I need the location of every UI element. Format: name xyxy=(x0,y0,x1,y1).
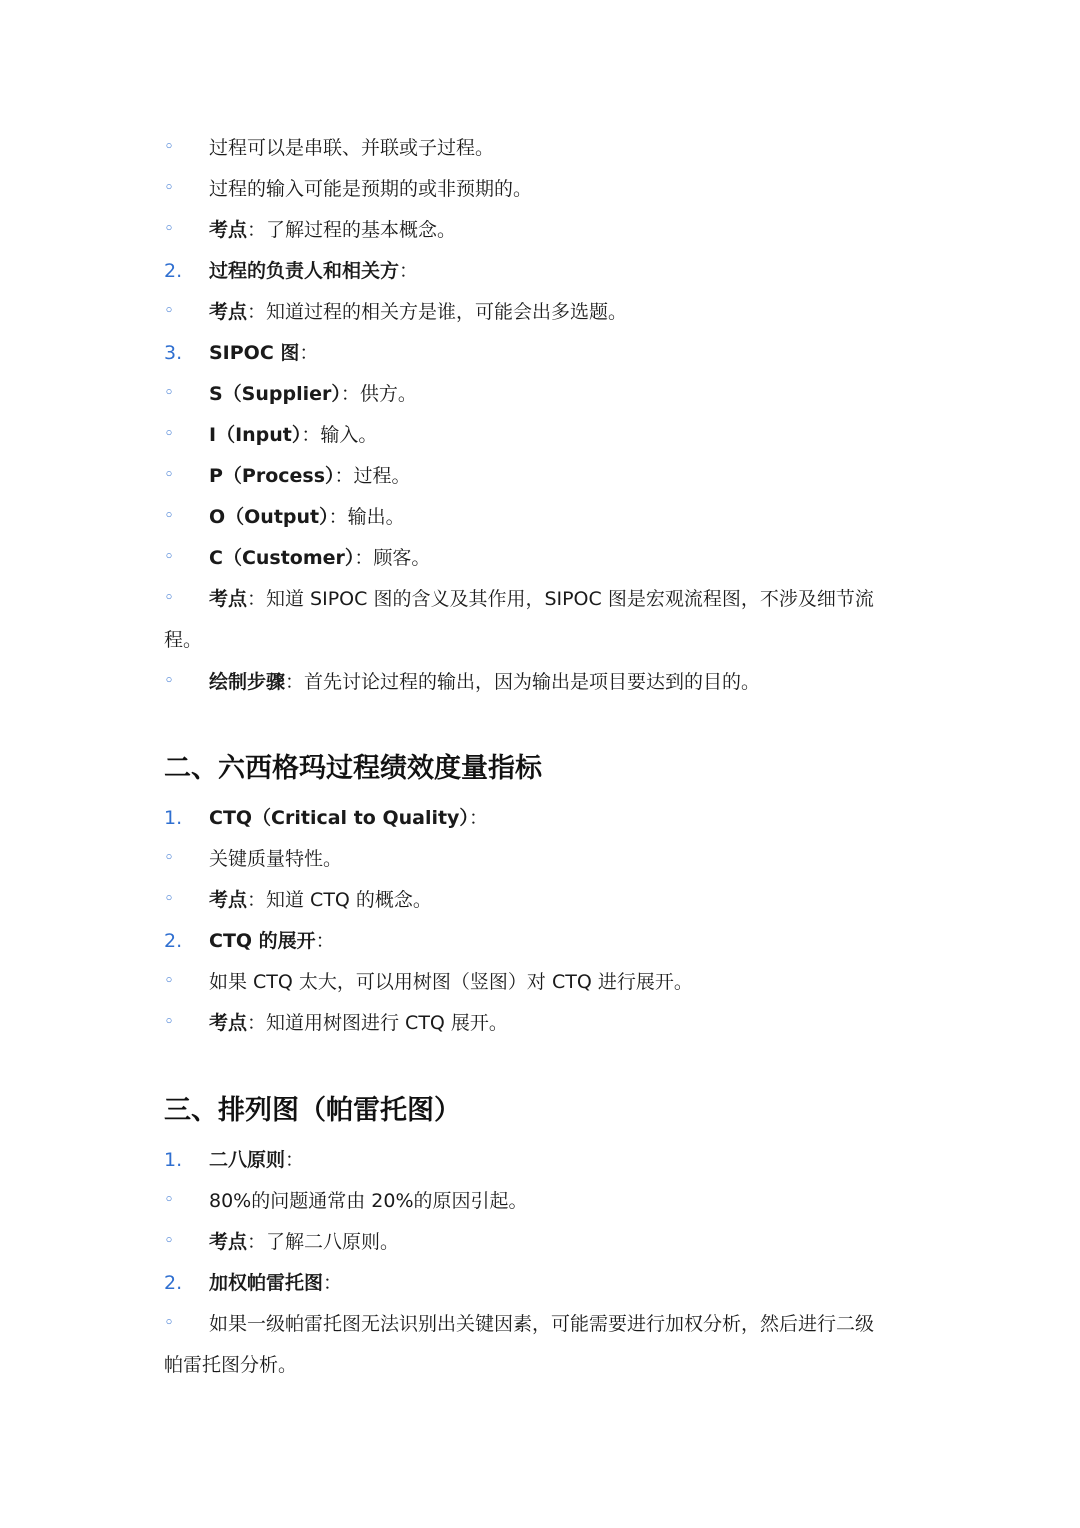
bullet-marker: ◦ xyxy=(164,547,175,567)
list-item-text xyxy=(209,1222,399,1263)
list-item-text xyxy=(209,210,456,251)
list-item-text xyxy=(209,292,627,333)
section-heading: 二、六西格玛过程绩效度量指标 xyxy=(164,753,542,784)
list-item-text xyxy=(209,1003,508,1044)
bullet-marker: ◦ xyxy=(164,1190,175,1210)
step-text: ：首先讨论过程的输出，因为输出是项目要达到的目的。 xyxy=(285,671,761,693)
keypoint-text: ：知道 CTQ 的概念。 xyxy=(247,889,432,911)
list-item-text xyxy=(209,415,377,456)
keypoint-label: 考点 xyxy=(209,889,248,911)
number-marker: 3. xyxy=(164,342,183,364)
bullet-marker: ◦ xyxy=(164,424,175,444)
number-marker: 2. xyxy=(164,260,183,282)
bullet-marker: ◦ xyxy=(164,137,175,157)
sipoc-definition: ：顾客。 xyxy=(354,547,431,569)
section-heading: 三、排列图（帕雷托图） xyxy=(164,1095,461,1126)
sipoc-definition: ：供方。 xyxy=(340,383,417,405)
keypoint-label: 考点 xyxy=(209,1231,248,1253)
bullet-marker: ◦ xyxy=(164,465,175,485)
sipoc-definition: ：输出。 xyxy=(328,506,405,528)
list-item-text xyxy=(209,456,411,497)
item-title: 加权帕雷托图 xyxy=(209,1272,324,1294)
list-item-text xyxy=(209,538,430,579)
numbered-item-text xyxy=(209,921,335,962)
sipoc-term: C（Customer） xyxy=(209,547,355,569)
list-item-text: 如果一级帕雷托图无法识别出关键因素，可能需要进行加权分析，然后进行二级 xyxy=(209,1313,875,1335)
keypoint-label: 考点 xyxy=(209,301,248,323)
keypoint-text: ：了解过程的基本概念。 xyxy=(247,219,457,241)
item-colon: ： xyxy=(399,260,419,282)
item-colon: ： xyxy=(323,1272,343,1294)
bullet-marker: ◦ xyxy=(164,1231,175,1251)
keypoint-label: 考点 xyxy=(209,219,248,241)
numbered-item-text xyxy=(209,1140,304,1181)
item-title: CTQ（Critical to Quality） xyxy=(209,807,469,829)
numbered-item-text xyxy=(209,1263,342,1304)
bullet-marker: ◦ xyxy=(164,219,175,239)
list-item-text: 关键质量特性。 xyxy=(209,848,343,870)
list-item-text: 如果 CTQ 太大，可以用树图（竖图）对 CTQ 进行展开。 xyxy=(209,971,693,993)
item-title: 过程的负责人和相关方 xyxy=(209,260,400,282)
sipoc-definition: ：过程。 xyxy=(334,465,411,487)
bullet-marker: ◦ xyxy=(164,383,175,403)
item-colon: ： xyxy=(299,342,319,364)
bullet-marker: ◦ xyxy=(164,1012,175,1032)
step-label: 绘制步骤 xyxy=(209,671,286,693)
bullet-marker: ◦ xyxy=(164,588,175,608)
keypoint-text: ：知道 SIPOC 图的含义及其作用，SIPOC 图是宏观流程图，不涉及细节流 xyxy=(247,588,874,610)
list-item-continuation: 程。 xyxy=(164,629,203,651)
item-colon: ： xyxy=(315,930,335,952)
list-item-text: 过程的输入可能是预期的或非预期的。 xyxy=(209,178,533,200)
item-title: CTQ 的展开 xyxy=(209,930,316,952)
number-marker: 1. xyxy=(164,807,183,829)
item-colon: ： xyxy=(285,1149,305,1171)
list-item-text: 80%的问题通常由 20%的原因引起。 xyxy=(209,1190,528,1212)
bullet-marker: ◦ xyxy=(164,178,175,198)
list-item-text xyxy=(209,880,432,921)
list-item-continuation: 帕雷托图分析。 xyxy=(164,1354,298,1376)
sipoc-term: S（Supplier） xyxy=(209,383,341,405)
bullet-marker: ◦ xyxy=(164,506,175,526)
item-colon: ： xyxy=(468,807,488,829)
sipoc-term: O（Output） xyxy=(209,506,329,528)
item-title: 二八原则 xyxy=(209,1149,286,1171)
number-marker: 2. xyxy=(164,1272,183,1294)
list-item-text xyxy=(209,497,405,538)
list-item-text: 过程可以是串联、并联或子过程。 xyxy=(209,137,495,159)
sipoc-term: I（Input） xyxy=(209,424,302,446)
item-title: SIPOC 图 xyxy=(209,342,300,364)
list-item-text xyxy=(209,662,760,703)
keypoint-label: 考点 xyxy=(209,1012,248,1034)
list-item-text xyxy=(209,374,417,415)
bullet-marker: ◦ xyxy=(164,848,175,868)
sipoc-definition: ：输入。 xyxy=(301,424,378,446)
bullet-marker: ◦ xyxy=(164,971,175,991)
numbered-item-text xyxy=(209,798,488,839)
number-marker: 2. xyxy=(164,930,183,952)
list-item-text xyxy=(209,579,874,620)
bullet-marker: ◦ xyxy=(164,301,175,321)
bullet-marker: ◦ xyxy=(164,1313,175,1333)
keypoint-text: ：知道用树图进行 CTQ 展开。 xyxy=(247,1012,508,1034)
numbered-item-text xyxy=(209,333,318,374)
keypoint-text: ：了解二八原则。 xyxy=(247,1231,400,1253)
keypoint-label: 考点 xyxy=(209,588,248,610)
sipoc-term: P（Process） xyxy=(209,465,335,487)
numbered-item-text xyxy=(209,251,418,292)
keypoint-text: ：知道过程的相关方是谁，可能会出多选题。 xyxy=(247,301,628,323)
number-marker: 1. xyxy=(164,1149,183,1171)
bullet-marker: ◦ xyxy=(164,889,175,909)
bullet-marker: ◦ xyxy=(164,671,175,691)
